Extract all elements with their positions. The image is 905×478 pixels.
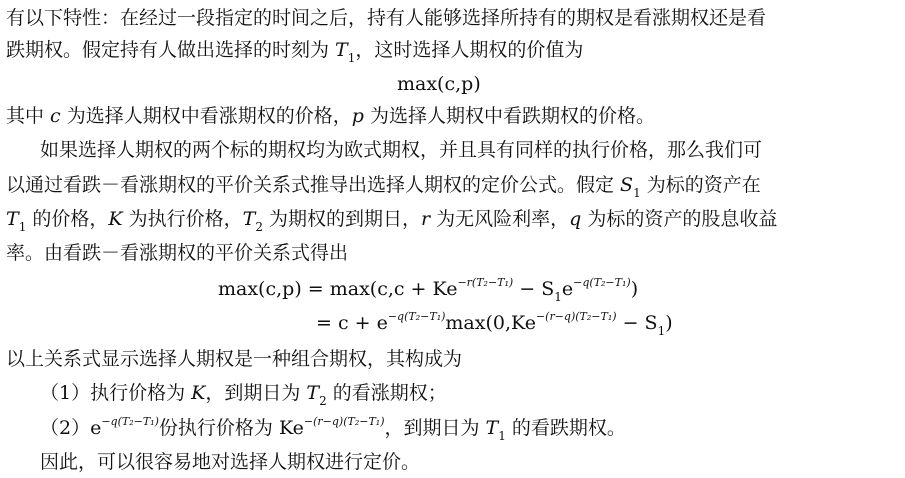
superscript: −r(T₂−T₁) <box>457 276 514 289</box>
paragraph-text: （2）e <box>40 417 102 439</box>
formula-text: max(c,p) <box>397 73 481 95</box>
subscript: 2 <box>255 220 263 234</box>
text-line <box>6 103 655 129</box>
math-var: T <box>306 382 320 404</box>
equation-row-1 <box>218 276 638 305</box>
paragraph-text: 为执行价格， <box>122 208 243 230</box>
subscript: 1 <box>498 429 506 443</box>
list-item <box>40 380 447 408</box>
paragraph-text: 份执行价格为 Ke <box>158 417 304 439</box>
paragraph-text: ，到期日为 <box>384 417 486 439</box>
equation-text: − S <box>616 312 658 334</box>
paragraph-text: 的看涨期权； <box>326 382 447 404</box>
subscript: 1 <box>554 290 562 304</box>
equation-text: − S <box>513 278 555 300</box>
paragraph-text: 为标的资产在 <box>640 174 761 196</box>
paragraph-text: 其中 <box>6 105 51 127</box>
text-line <box>40 137 762 163</box>
subscript: 1 <box>657 324 666 338</box>
paragraph-text: ，到期日为 <box>205 382 307 404</box>
subscript: 1 <box>633 186 641 200</box>
equation-text: max(0,Ke <box>445 312 536 334</box>
math-var: T <box>6 208 19 230</box>
paragraph-text: 的看跌期权。 <box>505 417 626 439</box>
superscript: −(r−q)(T₂−T₁) <box>535 310 617 323</box>
text-line <box>6 37 583 65</box>
paragraph-text: 如果选择人期权的两个标的期权均为欧式期权，并且具有同样的执行价格，那么我们可 <box>40 139 763 161</box>
equation-row-2 <box>316 310 673 339</box>
text-line <box>6 346 462 372</box>
subscript: 1 <box>18 220 27 234</box>
paragraph-text: 以上关系式显示选择人期权是一种组合期权，其构成为 <box>6 348 463 370</box>
list-item <box>40 415 626 444</box>
superscript: −q(T₂−T₁) <box>387 310 446 323</box>
math-var: T <box>485 417 499 439</box>
paragraph-text: （1）执行价格为 <box>40 382 192 404</box>
text-line <box>6 172 761 200</box>
paragraph-text: 的价格， <box>26 208 109 230</box>
subscript: 1 <box>347 51 356 65</box>
text-line <box>6 5 766 31</box>
paragraph-text: 率。由看跌－看涨期权的平价关系式得出 <box>6 242 349 264</box>
math-var: p <box>351 105 364 127</box>
equation-text: e <box>561 278 574 300</box>
paragraph-text: ，这时选择人期权的价值为 <box>355 39 584 61</box>
math-var: r <box>421 208 431 230</box>
subscript: 2 <box>319 394 327 408</box>
superscript: −q(T₂−T₁) <box>573 276 631 289</box>
paragraph-text: 为选择人期权中看涨期权的价格， <box>60 105 352 127</box>
paragraph-text: 为期权的到期日， <box>262 208 421 230</box>
formula-max <box>397 71 481 97</box>
paragraph-text: 以通过看跌－看涨期权的平价关系式推导出选择人期权的定价公式。假定 <box>6 174 621 196</box>
paragraph-text: 为选择人期权中看跌期权的价格。 <box>363 105 655 127</box>
equation-text: ) <box>630 278 639 300</box>
paragraph-text: 有以下特性：在经过一段指定的时间之后，持有人能够选择所持有的期权是看涨期权还是看 <box>6 7 767 29</box>
math-var: K <box>191 382 206 404</box>
math-var: c <box>50 105 61 127</box>
math-var: T <box>335 39 348 61</box>
equation-text: = c + e <box>316 312 388 334</box>
math-var: K <box>108 208 123 230</box>
math-var: S <box>620 174 634 196</box>
paragraph-text: 为标的资产的股息收益 <box>581 208 778 230</box>
text-line <box>6 206 777 234</box>
text-line <box>40 449 420 475</box>
text-line <box>6 240 348 266</box>
math-var: q <box>569 208 582 230</box>
equation-text: ) <box>665 312 673 334</box>
math-var: T <box>242 208 256 230</box>
superscript: −(r−q)(T₂−T₁) <box>303 415 385 428</box>
paragraph-text: 为无风险利率， <box>430 208 570 230</box>
paragraph-text: 因此，可以很容易地对选择人期权进行定价。 <box>40 451 421 473</box>
superscript: −q(T₂−T₁) <box>101 415 159 428</box>
paragraph-text: 跌期权。假定持有人做出选择的时刻为 <box>6 39 336 61</box>
equation-text: max(c,p) = max(c,c + Ke <box>218 278 458 300</box>
